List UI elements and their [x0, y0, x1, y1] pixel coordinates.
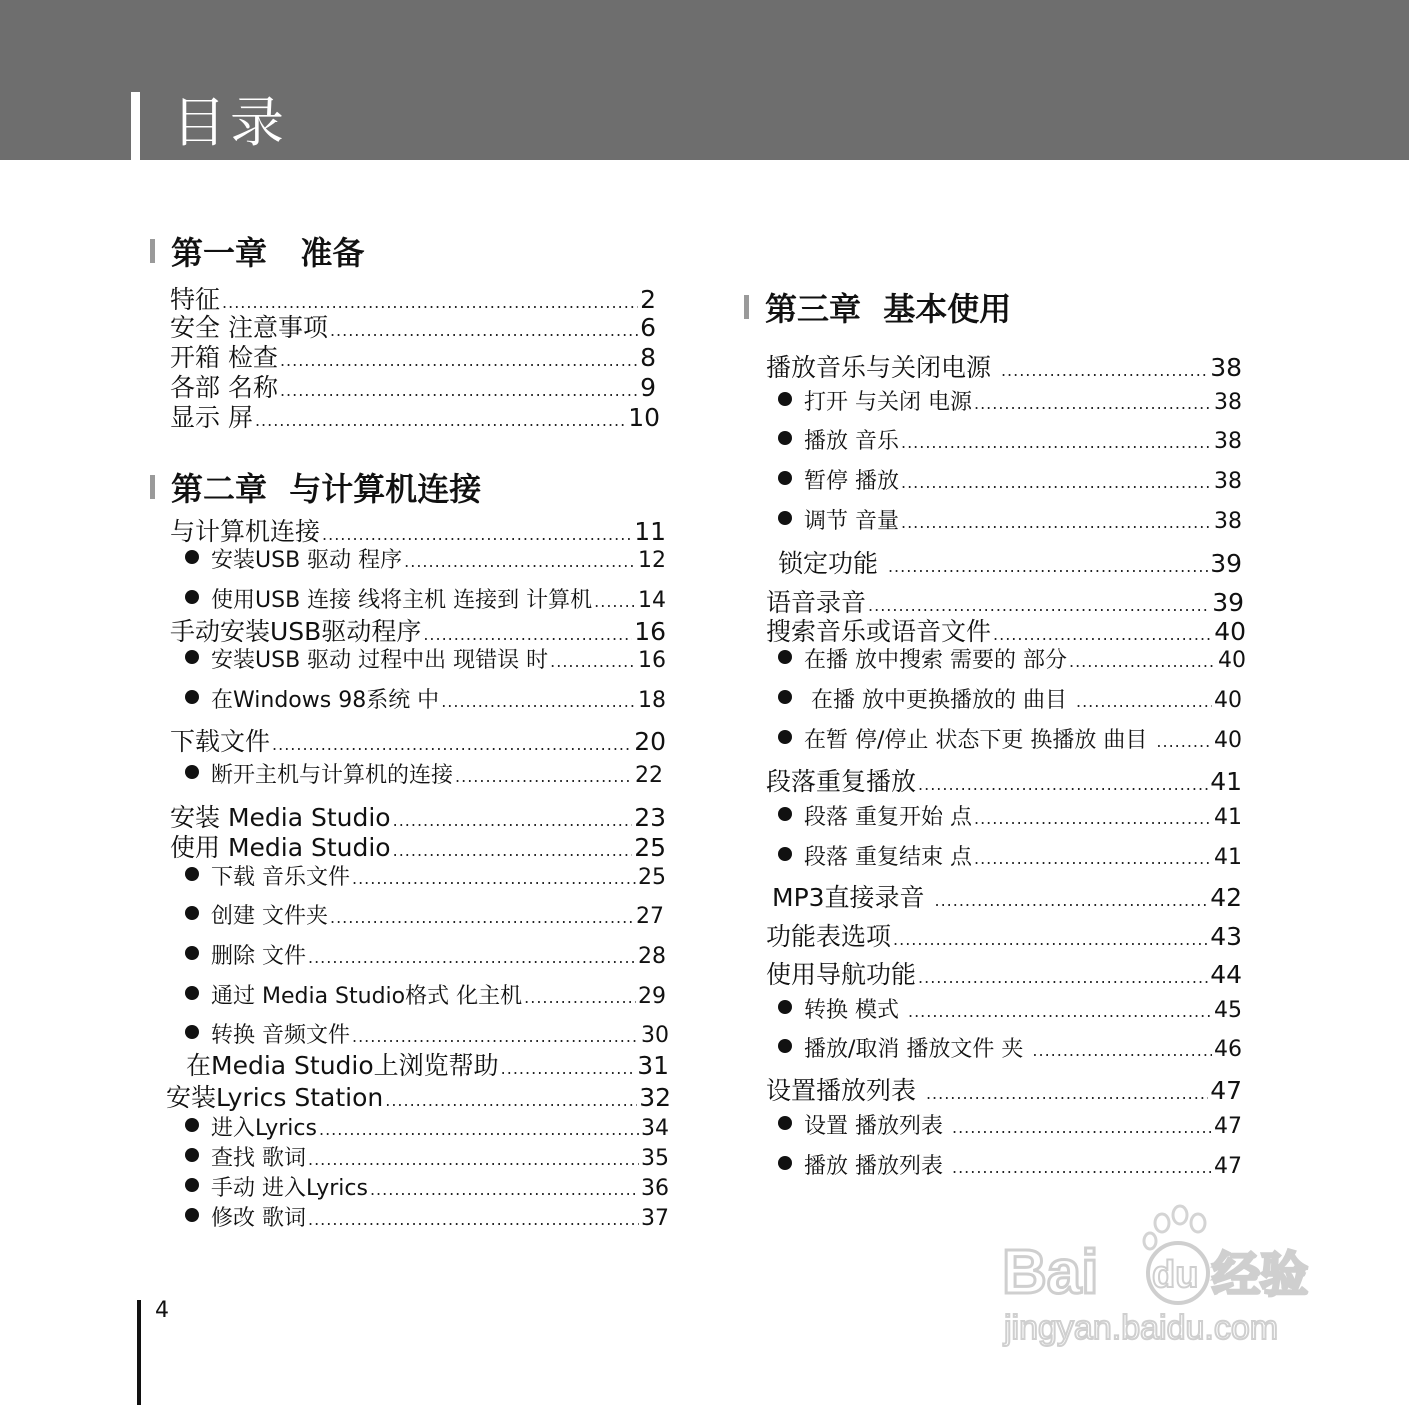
toc-subentry[interactable] — [185, 939, 666, 970]
dot-leader — [893, 930, 1208, 949]
dot-leader — [901, 513, 1212, 532]
toc-subentry[interactable] — [778, 504, 1242, 535]
dot-leader — [352, 1027, 639, 1046]
chapter-marker — [744, 295, 749, 319]
dot-leader — [974, 849, 1212, 868]
chapter-3-heading — [744, 284, 1011, 330]
page-number: 4 — [155, 1298, 169, 1323]
dot-leader — [385, 1091, 637, 1110]
toc-subentry[interactable] — [778, 683, 1242, 714]
toc-entry-page: 36 — [641, 1176, 669, 1201]
dot-leader — [974, 394, 1212, 413]
header-accent-bar — [131, 92, 140, 160]
toc-entry-page: 11 — [634, 517, 666, 546]
bullet-icon — [185, 690, 199, 704]
toc-entry-label: 语音录音 — [766, 588, 867, 617]
toc-entry-page: 10 — [628, 403, 660, 432]
toc-entry-label: 播放/取消 播放文件 夹 — [804, 1037, 1031, 1062]
toc-entry-page: 38 — [1214, 469, 1242, 494]
bullet-icon — [185, 1208, 199, 1222]
toc-entry[interactable] — [186, 1046, 669, 1082]
toc-subentry[interactable] — [185, 1018, 669, 1049]
bullet-icon — [185, 550, 199, 564]
toc-entry-label: 转换 音频文件 — [211, 1023, 350, 1048]
dot-leader — [455, 767, 633, 786]
dot-leader — [1001, 361, 1208, 380]
dot-leader — [952, 1118, 1212, 1137]
toc-entry-page: 47 — [1210, 1076, 1242, 1105]
bullet-icon — [778, 690, 792, 704]
bullet-icon — [185, 765, 199, 779]
toc-entry-page: 16 — [634, 617, 666, 646]
toc-entry-label: 打开 与关闭 电源 — [804, 390, 972, 415]
toc-entry-label: 在暂 停/停止 状态下更 换播放 曲目 — [804, 728, 1155, 753]
dot-leader — [393, 841, 633, 860]
toc-entry-label: 显示 屏 — [170, 403, 253, 432]
dot-leader — [908, 1002, 1212, 1021]
toc-entry-page: 6 — [640, 313, 656, 342]
toc-entry-label: 安装USB 驱动 过程中出 现错误 时 — [211, 648, 549, 673]
toc-entry-label: 安全 注意事项 — [170, 313, 328, 342]
toc-subentry[interactable] — [185, 979, 666, 1010]
toc-subentry[interactable] — [778, 840, 1242, 871]
dot-leader — [952, 1158, 1212, 1177]
dot-leader — [1076, 692, 1212, 711]
watermark-brand-suffix: 经验 — [1212, 1247, 1309, 1303]
toc-entry-page: 14 — [638, 588, 666, 613]
toc-entry-page: 41 — [1214, 845, 1242, 870]
dot-leader — [308, 1210, 639, 1229]
toc-subentry[interactable] — [778, 800, 1242, 831]
toc-entry-label: 手动安装USB驱动程序 — [170, 617, 422, 646]
toc-subentry[interactable] — [185, 683, 666, 714]
toc-entry-label: 播放音乐与关闭电源 — [766, 353, 999, 382]
toc-subentry[interactable] — [778, 1109, 1242, 1140]
toc-entry[interactable] — [166, 1078, 671, 1114]
toc-entry-label: 播放 音乐 — [804, 429, 899, 454]
toc-entry-page: 38 — [1214, 509, 1242, 534]
dot-leader — [370, 1180, 639, 1199]
dot-leader — [404, 552, 636, 571]
toc-subentry[interactable] — [185, 860, 666, 891]
toc-entry-page: 47 — [1214, 1154, 1242, 1179]
toc-entry-page: 44 — [1210, 960, 1242, 989]
toc-entry[interactable] — [766, 762, 1242, 798]
toc-entry-page: 45 — [1214, 998, 1242, 1023]
dot-leader — [901, 473, 1212, 492]
toc-entry[interactable] — [170, 828, 666, 864]
dot-leader — [926, 1084, 1208, 1103]
toc-entry-label: 创建 文件夹 — [211, 904, 328, 929]
toc-entry-page: 40 — [1218, 648, 1246, 673]
dot-leader — [918, 968, 1208, 987]
watermark-url: jingyan.baidu.com — [1004, 1309, 1279, 1347]
toc-entry-page: 28 — [638, 944, 666, 969]
toc-entry[interactable] — [766, 917, 1242, 953]
toc-entry-page: 47 — [1214, 1114, 1242, 1139]
toc-subentry[interactable] — [185, 1201, 669, 1232]
toc-entry-page: 38 — [1214, 429, 1242, 454]
toc-entry-page: 2 — [640, 285, 656, 314]
dot-leader — [330, 908, 634, 927]
toc-subentry[interactable] — [185, 1111, 669, 1142]
toc-entry-page: 25 — [634, 833, 666, 862]
chapter-2-heading — [150, 464, 481, 510]
bullet-icon — [185, 650, 199, 664]
chapter-marker — [150, 475, 155, 499]
bullet-icon — [185, 986, 199, 1000]
toc-subentry[interactable] — [185, 758, 663, 789]
toc-entry[interactable] — [766, 955, 1242, 991]
toc-subentry[interactable] — [185, 583, 666, 614]
toc-entry-page: 40 — [1214, 688, 1242, 713]
toc-entry-page: 37 — [641, 1206, 669, 1231]
toc-entry-label: 使用 Media Studio — [170, 833, 391, 862]
header-banner — [0, 0, 1409, 160]
toc-entry-page: 43 — [1210, 922, 1242, 951]
toc-entry-page: 8 — [640, 343, 656, 372]
dot-leader — [1032, 1041, 1212, 1060]
chapter-1-heading — [150, 228, 364, 274]
dot-leader — [308, 948, 636, 967]
dot-leader — [272, 735, 632, 754]
toc-entry-label: 在Media Studio上浏览帮助 — [186, 1051, 499, 1080]
dot-leader — [594, 592, 636, 611]
dot-leader — [319, 1120, 639, 1139]
toc-entry-label: 搜索音乐或语音文件 — [766, 617, 992, 646]
dot-leader — [322, 525, 632, 544]
toc-entry-page: 23 — [634, 803, 666, 832]
dot-leader — [974, 809, 1212, 828]
toc-entry-page: 46 — [1214, 1037, 1242, 1062]
dot-leader — [352, 869, 636, 888]
toc-entry-label: 功能表选项 — [766, 922, 892, 951]
toc-entry-label: 设置播放列表 — [766, 1076, 924, 1105]
bullet-icon — [778, 807, 792, 821]
bullet-icon — [185, 867, 199, 881]
bullet-icon — [185, 946, 199, 960]
toc-entry-label: 下载 音乐文件 — [211, 865, 350, 890]
bullet-icon — [778, 392, 792, 406]
toc-subentry[interactable] — [778, 385, 1242, 416]
toc-subentry[interactable] — [778, 1032, 1242, 1063]
toc-entry-label: 段落重复播放 — [766, 767, 917, 796]
bullet-icon — [778, 431, 792, 445]
toc-entry-label: 段落 重复开始 点 — [804, 805, 972, 830]
toc-entry-label: 开箱 检查 — [170, 343, 278, 372]
bullet-icon — [778, 730, 792, 744]
toc-entry-label: 播放 播放列表 — [804, 1154, 950, 1179]
dot-leader — [1069, 652, 1216, 671]
dot-leader — [423, 625, 632, 644]
bullet-icon — [185, 1025, 199, 1039]
dot-leader — [255, 411, 626, 430]
toc-entry-page: 20 — [634, 727, 666, 756]
toc-entry-label: 在播 放中更换播放的 曲目 — [804, 688, 1074, 713]
footer-rule — [137, 1300, 141, 1405]
toc-entry-label: 调节 音量 — [804, 509, 899, 534]
toc-entry-label: 下载文件 — [170, 727, 271, 756]
toc-subentry[interactable] — [185, 1141, 669, 1172]
toc-entry[interactable] — [766, 1071, 1242, 1107]
toc-entry-page: 9 — [640, 373, 656, 402]
dot-leader — [888, 557, 1208, 576]
toc-entry-label: 在Windows 98系统 中 — [211, 688, 440, 713]
bullet-icon — [185, 1148, 199, 1162]
bullet-icon — [778, 511, 792, 525]
dot-leader — [1156, 732, 1212, 751]
toc-entry-page: 30 — [641, 1023, 669, 1048]
bullet-icon — [185, 1178, 199, 1192]
bullet-icon — [778, 1156, 792, 1170]
toc-subentry[interactable] — [778, 643, 1246, 674]
toc-entry[interactable] — [778, 544, 1242, 580]
toc-subentry[interactable] — [185, 543, 666, 574]
toc-entry-label: 安装Lyrics Station — [166, 1083, 384, 1112]
toc-entry-label: 段落 重复结束 点 — [804, 845, 972, 870]
toc-entry-label: 查找 歌词 — [211, 1146, 306, 1171]
toc-entry-page: 31 — [637, 1051, 669, 1080]
toc-entry-page: 38 — [1214, 390, 1242, 415]
watermark-brand-bai: Bai — [1002, 1238, 1099, 1307]
dot-leader — [901, 433, 1212, 452]
toc-entry[interactable] — [772, 878, 1242, 914]
dot-leader — [993, 625, 1212, 644]
toc-entry-page: 38 — [1210, 353, 1242, 382]
toc-entry-label: 使用导航功能 — [766, 960, 917, 989]
dot-leader — [550, 652, 636, 671]
watermark-brand-du: du — [1152, 1254, 1199, 1296]
chapter-title: 第一章 准备 — [171, 234, 365, 272]
toc-entry-page: 35 — [641, 1146, 669, 1171]
toc-entry-label: 在播 放中搜索 需要的 部分 — [804, 648, 1067, 673]
toc-entry-page: 12 — [638, 548, 666, 573]
chapter-title: 第二章 与计算机连接 — [171, 470, 482, 508]
toc-entry-label: 手动 进入Lyrics — [211, 1176, 368, 1201]
toc-entry-label: 设置 播放列表 — [804, 1114, 950, 1139]
toc-entry-label: 修改 歌词 — [211, 1206, 306, 1231]
toc-entry-label: 转换 模式 — [804, 998, 906, 1023]
dot-leader — [918, 775, 1208, 794]
toc-entry-page: 39 — [1210, 549, 1242, 578]
toc-subentry[interactable] — [185, 1171, 669, 1202]
toc-entry-label: 特征 — [170, 285, 221, 314]
toc-subentry[interactable] — [778, 464, 1242, 495]
bullet-icon — [185, 906, 199, 920]
toc-entry[interactable] — [170, 398, 660, 434]
toc-entry-label: 使用USB 连接 线将主机 连接到 计算机 — [211, 588, 593, 613]
toc-entry-label: 各部 名称 — [170, 373, 278, 402]
page-title: 目录 — [172, 91, 288, 154]
toc-entry-label: 锁定功能 — [778, 549, 886, 578]
toc-entry-page: 27 — [636, 904, 664, 929]
toc-entry-label: 进入Lyrics — [211, 1116, 317, 1141]
toc-entry-page: 18 — [638, 688, 666, 713]
bullet-icon — [778, 1116, 792, 1130]
toc-subentry[interactable] — [778, 993, 1242, 1024]
toc-entry-label: MP3直接录音 — [772, 883, 933, 912]
toc-subentry[interactable] — [185, 899, 664, 930]
bullet-icon — [778, 471, 792, 485]
toc-entry-page: 22 — [635, 763, 663, 788]
toc-entry-page: 29 — [638, 984, 666, 1009]
dot-leader — [524, 988, 636, 1007]
toc-subentry[interactable] — [778, 723, 1242, 754]
toc-entry-page: 41 — [1210, 767, 1242, 796]
bullet-icon — [778, 650, 792, 664]
baidu-watermark — [1000, 1195, 1330, 1355]
chapter-title: 第三章 基本使用 — [765, 290, 1012, 328]
toc-subentry[interactable] — [778, 424, 1242, 455]
toc-entry-label: 删除 文件 — [211, 944, 306, 969]
toc-entry-label: 断开主机与计算机的连接 — [211, 763, 454, 788]
dot-leader — [501, 1059, 636, 1078]
toc-entry-label: 暂停 播放 — [804, 469, 899, 494]
bullet-icon — [778, 1000, 792, 1014]
toc-entry-label: 安装USB 驱动 程序 — [211, 548, 403, 573]
toc-entry-label: 安装 Media Studio — [170, 803, 391, 832]
toc-entry-page: 40 — [1214, 617, 1246, 646]
dot-leader — [935, 891, 1209, 910]
toc-subentry[interactable] — [778, 1149, 1242, 1180]
toc-entry-label: 与计算机连接 — [170, 517, 321, 546]
toc-entry-page: 32 — [639, 1083, 671, 1112]
toc-entry-page: 25 — [638, 865, 666, 890]
toc-entry-page: 40 — [1214, 728, 1242, 753]
toc-entry-label: 通过 Media Studio格式 化主机 — [211, 984, 523, 1009]
toc-entry-page: 39 — [1212, 588, 1244, 617]
toc-entry[interactable] — [170, 722, 666, 758]
toc-entry[interactable] — [766, 348, 1242, 384]
bullet-icon — [778, 1039, 792, 1053]
toc-entry-page: 16 — [638, 648, 666, 673]
toc-entry-page: 34 — [641, 1116, 669, 1141]
dot-leader — [441, 692, 636, 711]
bullet-icon — [778, 847, 792, 861]
bullet-icon — [185, 1118, 199, 1132]
dot-leader — [308, 1150, 639, 1169]
bullet-icon — [185, 590, 199, 604]
toc-entry-page: 42 — [1210, 883, 1242, 912]
toc-subentry[interactable] — [185, 643, 666, 674]
toc-entry-page: 41 — [1214, 805, 1242, 830]
chapter-marker — [150, 239, 155, 263]
